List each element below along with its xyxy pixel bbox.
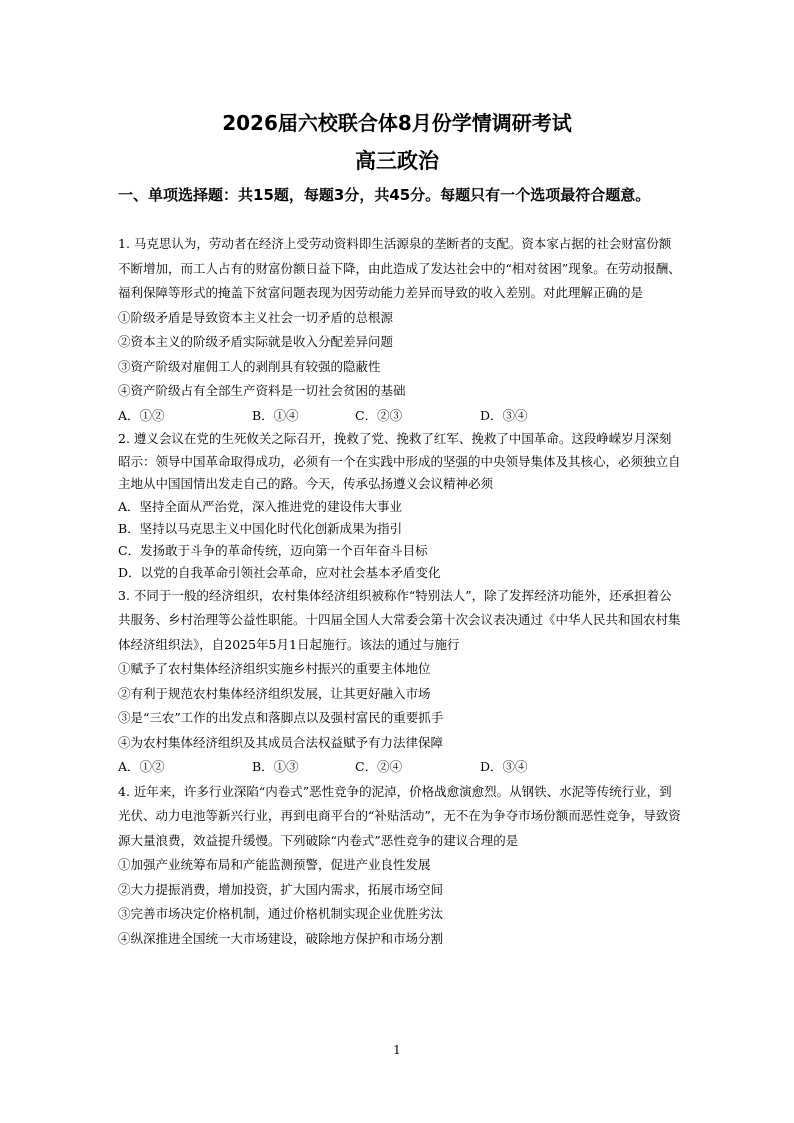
statement-item: ①赋予了农村集体经济组织实施乡村振兴的重要主体地位 bbox=[118, 661, 431, 676]
choice-a: A．①② bbox=[118, 759, 165, 774]
question-stem: 4. 近年来，许多行业深陷“内卷式”恶性竞争的泥淖，价格战愈演愈烈。从钢铁、水泥等传统行业，到光伏、动力电池等新兴行业，再到电商平台的“补贴活动”，无不在为争夺市场份额而恶性竞争，导致资源大量浪费，效益提升缓慢。下列破除“内卷式”恶性竞争的建议合理的是 bbox=[118, 783, 681, 848]
question-list bbox=[118, 232, 682, 951]
choice-c: C．②③ bbox=[355, 407, 403, 423]
option-a: A．坚持全面从严治党，深入推进党的建设伟大事业 bbox=[118, 498, 403, 514]
section-heading: 一、单项选择题：共15题，每题3分，共45分。每题只有一个选项最符合题意。 bbox=[118, 186, 651, 204]
question-4 bbox=[118, 780, 682, 952]
statement-item: ④资产阶级占有全部生产资料是一切社会贫困的基础 bbox=[118, 383, 406, 398]
question-stem: 3. 不同于一般的经济组织，农村集体经济组织被称作“特别法人”，除了发挥经济功能外，还承担着公共服务、乡村治理等公益性职能。十四届全国人大常委会第十次会议表决通过《中华人民共和国农村集体经济组织法》，自2025年5月1日起施行。该法的通过与施行 bbox=[118, 587, 681, 652]
statement-item: ③资产阶级对雇佣工人的剥削具有较强的隐蔽性 bbox=[118, 358, 381, 374]
question-stem: 2. 遵义会议在党的生死攸关之际召开，挽救了党、挽救了红军、挽救了中国革命。这段峥嵘岁月深刻昭示：领导中国革命取得成功，必须有一个在实践中形成的坚强的中央领导集体及其核心，必须独立自主地从中国国情出发走自己的路。今天，传承弘扬遵义会议精神必须 bbox=[118, 431, 681, 491]
statement-item: ①加强产业统筹布局和产能监测预警，促进产业良性发展 bbox=[118, 857, 431, 872]
statement-item: ②大力提振消费，增加投资，扩大国内需求，拓展市场空间 bbox=[118, 881, 444, 897]
choice-d: D．③④ bbox=[480, 407, 528, 423]
question-1 bbox=[118, 232, 682, 428]
subject-title: 高三政治 bbox=[355, 149, 439, 173]
statement-item: ②有利于规范农村集体经济组织发展，让其更好融入市场 bbox=[118, 685, 431, 701]
statement-item: ①阶级矛盾是导致资本主义社会一切矛盾的总根源 bbox=[118, 309, 394, 325]
question-stem: 1. 马克思认为，劳动者在经济上受劳动资料即生活源泉的垄断者的支配。资本家占据的社会财富份额不断增加，而工人占有的财富份额日益下降，由此造成了发达社会中的“相对贫困”现象。在劳动报酬、福利保障等形式的掩盖下贫富问题表现为因劳动能力差异而导致的收入差别。对此理解正确的是 bbox=[118, 236, 681, 300]
choice-a: A．①② bbox=[118, 407, 165, 423]
exam-title: 2026届六校联合体8月份学情调研考试 bbox=[222, 111, 572, 135]
choice-d: D．③④ bbox=[480, 759, 528, 774]
page-number: 1 bbox=[393, 1043, 401, 1057]
statement-item: ②资本主义的阶级矛盾实际就是收入分配差异问题 bbox=[118, 334, 394, 349]
statement-item: ③完善市场决定价格机制，通过价格机制实现企业优胜劣汰 bbox=[118, 906, 444, 921]
choice-b: B．①④ bbox=[252, 407, 299, 423]
answer-choices bbox=[118, 755, 682, 780]
answer-choices bbox=[118, 404, 682, 429]
question-2 bbox=[118, 428, 682, 584]
option-c: C．发扬敢于斗争的革命传统，迈向第一个百年奋斗目标 bbox=[118, 542, 428, 558]
choice-c: C．②④ bbox=[355, 759, 403, 774]
question-3 bbox=[118, 584, 682, 780]
option-d: D．以党的自我革命引领社会革命，应对社会基本矛盾变化 bbox=[118, 564, 441, 580]
choice-b: B．①③ bbox=[252, 759, 299, 774]
statement-item: ③是“三农”工作的出发点和落脚点以及强村富民的重要抓手 bbox=[118, 710, 444, 725]
option-b: B．坚持以马克思主义中国化时代化创新成果为指引 bbox=[118, 520, 403, 536]
statement-item: ④纵深推进全国统一大市场建设，破除地方保护和市场分割 bbox=[118, 930, 444, 946]
statement-item: ④为农村集体经济组织及其成员合法权益赋予有力法律保障 bbox=[118, 734, 444, 750]
